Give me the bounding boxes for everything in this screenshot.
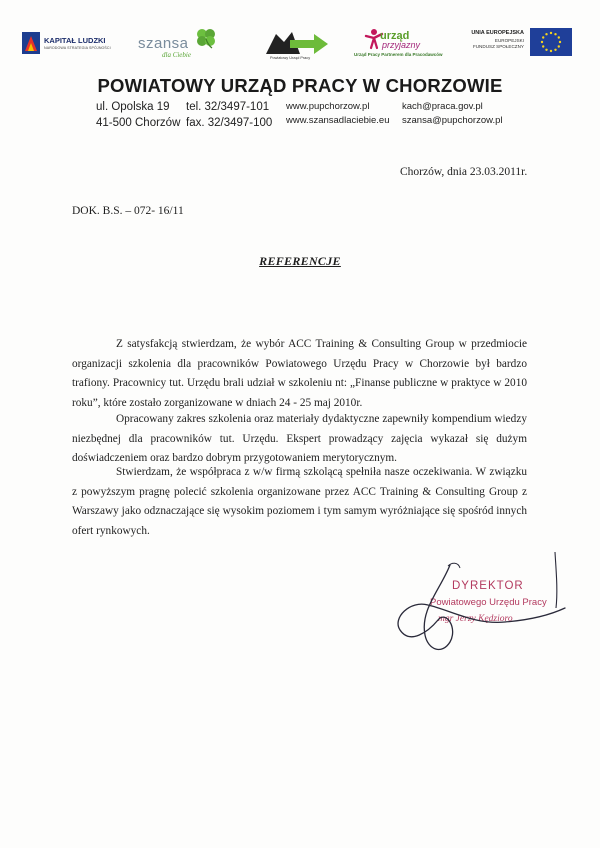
letter-heading: REFERENCJE — [259, 254, 341, 268]
kapital-ludzki-subtitle: NARODOWA STRATEGIA SPÓJNOŚCI — [44, 46, 111, 50]
paragraph-1 — [72, 335, 527, 414]
eu-logo — [471, 28, 576, 60]
szansa-title: szansa — [138, 35, 189, 52]
eu-star-icon — [545, 33, 547, 35]
eu-line1: UNIA EUROPEJSKA — [471, 30, 524, 36]
paragraph-3-text: Stwierdzam, że współpraca z w/w firmą szkolącą spełniła nasze oczekiwania. W związku z powyższym pragnę polecić szkolenia organizowane przez ACC Training & Consulting Group z Warszawy jako odznaczające się wysokim poziomem i tym samym wyróżniające się spośród innych ofert rynkowych. — [72, 466, 527, 538]
phone-number: tel. 32/3497-101 — [186, 101, 270, 113]
paragraph-2-text: Opracowany zakres szkolenia oraz materiały dydaktyczne zapewniły kompendium wiedzy niezbędnej dla pracowników tut. Urzędu. Ekspert prowadzący zajęcia wykazał się dużym doświadczeniem oraz bardzo dobrym przygotowaniem merytorycznym. — [72, 413, 527, 465]
eu-star-icon — [545, 49, 547, 51]
eu-line2: EUROPEJSKI — [494, 38, 524, 43]
stamp-title: DYREKTOR — [452, 580, 524, 592]
pup-caption: Powiatowy Urząd Pracy — [270, 56, 311, 60]
urzad-title-line2: przyjazny — [382, 40, 421, 50]
paragraph-3 — [72, 463, 527, 542]
pup-arrow-icon — [264, 28, 330, 56]
paragraph-2 — [72, 410, 527, 469]
eu-star-icon — [558, 45, 560, 47]
eu-star-icon — [550, 50, 552, 52]
pup-logo — [264, 28, 330, 64]
paragraph-1-text: Z satysfakcją stwierdzam, że wybór ACC Training & Consulting Group w przedmiocie organizacji szkolenia dla pracowników Powiatowego Urzędu Pracy w Chorzowie był bardzo trafiony. Pracownicy tut. Urzędu brali udział w szkoleniu nt: „Finanse publiczne w praktyce w 2010 roku”, które zostało zorganizowane w dniach 24 - 25 maj 2010r. — [72, 338, 527, 410]
kapital-ludzki-logo — [22, 32, 127, 56]
email-link-2[interactable]: szansa@pupchorzow.pl — [402, 115, 503, 126]
address-city: 41-500 Chorzów — [96, 117, 181, 129]
eu-star-icon — [550, 32, 552, 34]
eu-star-icon — [554, 33, 556, 35]
email-link-1[interactable]: kach@praca.gov.pl — [402, 101, 483, 112]
fax-number: fax. 32/3497-100 — [186, 117, 273, 129]
eu-star-icon — [559, 41, 561, 43]
stamp-name: mgr Jerzy Kędzioro — [438, 614, 513, 624]
szansa-subtitle: dla Ciebie — [162, 51, 191, 59]
document-reference: DOK. B.S. – 072- 16/11 — [72, 205, 184, 217]
urzad-title: urząd — [380, 30, 410, 42]
eu-star-icon — [542, 45, 544, 47]
kapital-ludzki-title: KAPITAŁ LUDZKI — [44, 36, 106, 45]
director-stamp — [410, 580, 560, 660]
letter-date: Chorzów, dnia 23.03.2011r. — [400, 166, 528, 178]
website-link-2[interactable]: www.szansadlaciebie.eu — [286, 115, 390, 126]
urzad-subtitle: Urząd Pracy Partnerem dla Pracodawców — [354, 52, 443, 57]
szansa-logo — [138, 27, 228, 61]
clover-icon — [194, 27, 218, 49]
eu-flag-icon — [530, 28, 572, 56]
organization-name: POWIATOWY URZĄD PRACY W CHORZOWIE — [97, 75, 503, 96]
eu-line3: FUNDUSZ SPOŁECZNY — [472, 44, 524, 49]
eu-star-icon — [542, 36, 544, 38]
website-link-1[interactable]: www.pupchorzow.pl — [286, 101, 370, 112]
kapital-ludzki-icon — [22, 32, 40, 54]
eu-star-icon — [554, 49, 556, 51]
address-street: ul. Opolska 19 — [96, 101, 170, 113]
eu-star-icon — [558, 36, 560, 38]
urzad-przyjazny-logo — [352, 28, 462, 58]
stamp-office: Powiatowego Urzędu Pracy — [430, 597, 547, 608]
eu-star-icon — [541, 41, 543, 43]
